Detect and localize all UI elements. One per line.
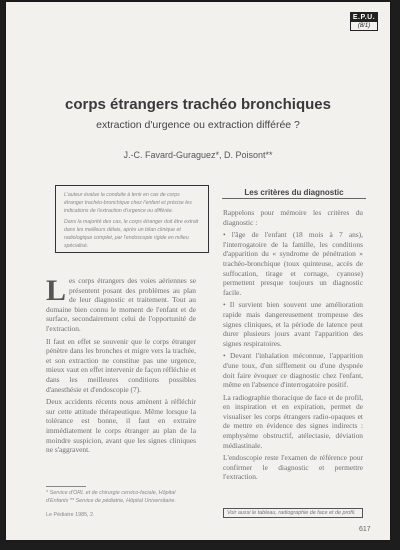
abstract-paragraph: L'auteur évalue la conduite à tenir en cas de corps étranger trachéo-bronchique chez l'enfant et précise les indications de l'extraction d'urgence ou différée.	[64, 192, 192, 214]
body-paragraph: Il faut en effet se souvenir que le corps étranger pénètre dans les bronches et migre vers la trachée, et son extraction ne constitue pas une urgence, mieux vaut en effet intervenir de façon réfléchie et dans les meilleures conditions possibles d'anesthésie et d'endoscopie (7).	[46, 336, 196, 394]
section-divider	[222, 198, 366, 199]
abstract-box	[55, 185, 209, 253]
abstract-paragraph: Dans la majorité des cas, le corps étranger doit être extrait dans les meilleurs délais, après un bilan clinique et radiologique complet, par l'endoscopie rigide en milieu spécialisé.	[64, 219, 199, 249]
body-paragraph: Rappelons pour mémoire les critères du diagnostic :	[223, 208, 363, 227]
left-column	[46, 276, 196, 466]
body-text: es corps étrangers des voies aériennes se présentent posant des problèmes au plan de leur diagnostic et traitement. Tout au domaine bien connu le moment de l'enfant et de surface, secondairement celui de l'opportunité de l'extraction.	[46, 276, 196, 333]
journal-reference: Le Pédiatre 1985, 2.	[46, 512, 95, 518]
footnote-divider	[46, 486, 86, 487]
body-paragraph: • Devant l'inhalation méconnue, l'apparition d'une toux, d'un sifflement ou d'une dyspnée doit faire évoquer ce diagnostic chez l'enfant, même en l'absence d'interrogatoire positif.	[223, 351, 363, 390]
epu-badge	[350, 12, 378, 31]
drop-cap: L	[46, 276, 67, 307]
footnote: * Service d'ORL et de chirurgie cervico-faciale, Hôpital d'Enfants ** Service de pédiatrie, Hôpital Universitaire.	[46, 490, 176, 504]
body-paragraph: • Il survient bien souvent une amélioration rapide mais dangereusement trompeuse des signes cliniques, et la période de latence peut durer plusieurs jours avant l'apparition des signes respiratoires.	[223, 300, 363, 348]
section-heading: Les critères du diagnostic	[244, 188, 344, 197]
body-paragraph: • l'âge de l'enfant (18 mois à 7 ans), l'interrogatoire de la famille, les conditions d'apparition du « syndrome de pénétration » trachéo-bronchique (toux quinteuse, accès de suffocation, tirage et cornage, cyanose) permettent presque toujours un diagnostic facile.	[223, 230, 363, 297]
body-paragraph: L'endoscopie reste l'examen de référence pour confirmer le diagnostic et permettre l'extraction.	[223, 453, 363, 482]
journal-page	[6, 2, 390, 540]
page-number: 617	[359, 526, 371, 533]
article-title: corps étrangers trachéo bronchiques	[65, 96, 331, 113]
badge-bottom: (8/1)	[350, 22, 378, 31]
body-paragraph	[46, 276, 196, 334]
right-column	[223, 208, 363, 528]
figure-caption-box: Voir aussi le tableau, radiographie de face et de profil.	[223, 508, 363, 518]
body-paragraph: La radiographie thoracique de face et de profil, en inspiration et en expiration, permet de visualiser les corps étrangers radio-opaques et de mettre en évidence des signes indirects : emphysème obstructif, atélectasie, déviation médiastinale.	[223, 392, 363, 450]
badge-top: E.P.U.	[350, 12, 378, 22]
body-paragraph: Deux accidents récents nous amènent à réfléchir sur cette attitude thérapeutique. Même lorsque la tolérance est bonne, il faut en extraire immédiatement le corps étranger au plan de la moindre suspicion, avant que les signes cliniques ne s'aggravent.	[46, 397, 196, 455]
article-authors: J.-C. Favard-Guraguez*, D. Poisont**	[123, 150, 273, 160]
article-subtitle: extraction d'urgence ou extraction différée ?	[96, 119, 300, 131]
